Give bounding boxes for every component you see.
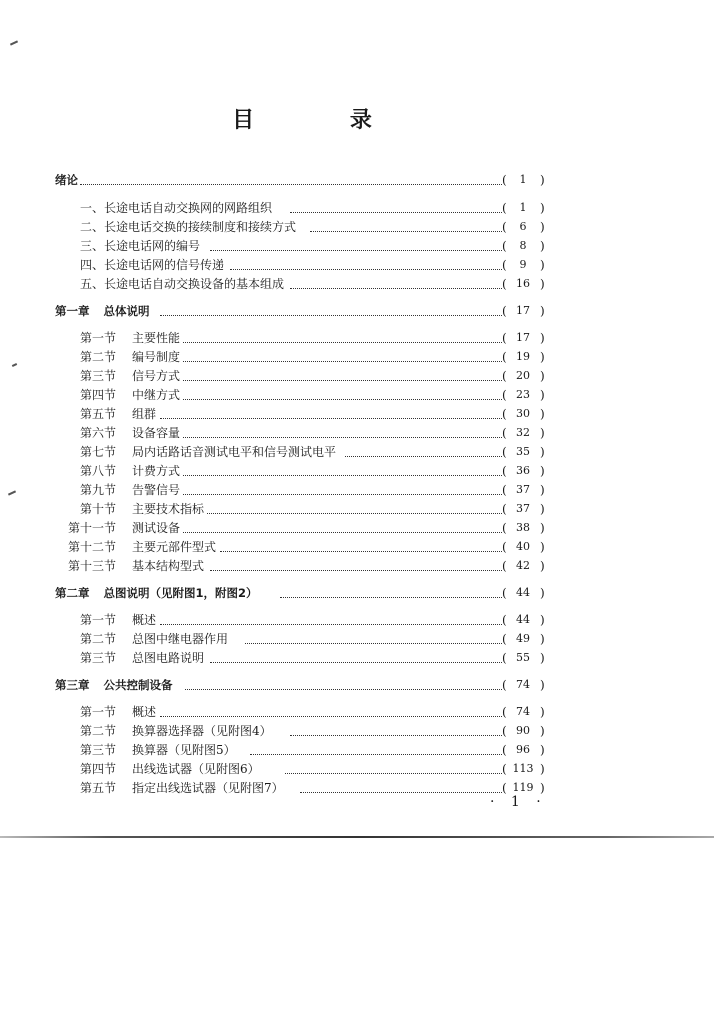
dot-leader	[80, 166, 502, 185]
toc-section-label: 第三节 总图电路说明	[80, 651, 205, 665]
toc-section-label: 第二节 编号制度	[80, 350, 181, 364]
toc-item-label: 四、长途电话网的信号传递	[80, 258, 225, 272]
toc-chapter-label: 第一章 总体说明	[55, 304, 150, 318]
toc-section-label: 第九节 告警信号	[80, 483, 181, 497]
toc-section-label: 第六节 设备容量	[80, 426, 181, 440]
toc-section[interactable]: 第二节 编号制度 ( 19 )	[0, 348, 714, 366]
toc-section-label: 第二节 总图中继电器作用	[80, 632, 229, 646]
toc-intro-item[interactable]: 四、长途电话网的信号传递 ( 9 )	[0, 256, 714, 274]
scan-speck	[10, 40, 18, 45]
toc-section-label: 第四节 中继方式	[80, 388, 181, 402]
toc-section-label: 第十节 主要技术指标	[80, 502, 205, 516]
toc-section[interactable]: 第六节 设备容量 ( 32 )	[0, 424, 714, 442]
toc-section[interactable]: 第十一节 测试设备 ( 38 )	[0, 519, 714, 537]
toc-intro-item[interactable]: 五、长途电话自动交换设备的基本组成 ( 16 )	[0, 275, 714, 293]
toc-section[interactable]: 第三节 换算器（见附图5） ( 96 )	[0, 741, 714, 759]
toc-section[interactable]: 第一节 概述 ( 44 )	[0, 611, 714, 629]
toc-section[interactable]: 第十二节 主要元部件型式 ( 40 )	[0, 538, 714, 556]
dot-leader	[290, 270, 502, 289]
toc-chapter-heading[interactable]: 第二章 总图说明（见附图1，附图2） ( 44 )	[0, 584, 714, 602]
toc-chapter-heading[interactable]: 第三章 公共控制设备 ( 74 )	[0, 676, 714, 694]
dot-leader	[180, 343, 502, 362]
toc-section-label: 第七节 局内话路话音测试电平和信号测试电平	[80, 445, 337, 459]
dot-leader	[180, 381, 502, 400]
toc-section[interactable]: 第一节 主要性能 ( 17 )	[0, 329, 714, 347]
toc-item-label: 二、长途电话交换的接续制度和接续方式	[80, 220, 297, 234]
dot-leader	[185, 671, 502, 690]
dot-leader	[180, 514, 502, 533]
toc-section[interactable]: 第四节 出线选试器（见附图6） ( 113 )	[0, 760, 714, 778]
toc-section-label: 第二节 换算器选择器（见附图4）	[80, 724, 272, 738]
toc-section-label: 第一节 主要性能	[80, 331, 181, 345]
dot-leader	[230, 251, 502, 270]
dot-leader	[180, 362, 502, 381]
page-title: 目 录	[232, 108, 416, 133]
dot-leader	[345, 438, 502, 457]
dot-leader	[280, 579, 502, 598]
toc-intro-item[interactable]: 三、长途电话网的编号 ( 8 )	[0, 237, 714, 255]
toc-section[interactable]: 第十节 主要技术指标 ( 37 )	[0, 500, 714, 518]
toc-section[interactable]: 第五节 指定出线选试器（见附图7） ( 119 )	[0, 779, 714, 797]
toc-section-label: 第五节 指定出线选试器（见附图7）	[80, 781, 284, 795]
dot-leader	[300, 774, 502, 793]
dot-leader	[290, 194, 502, 213]
toc-section[interactable]: 第三节 总图电路说明 ( 55 )	[0, 649, 714, 667]
dot-leader	[220, 533, 502, 552]
toc-section[interactable]: 第三节 信号方式 ( 20 )	[0, 367, 714, 385]
toc-item-label: 五、长途电话自动交换设备的基本组成	[80, 277, 285, 291]
bottom-divider	[0, 836, 714, 838]
toc-section[interactable]: 第七节 局内话路话音测试电平和信号测试电平 ( 35 )	[0, 443, 714, 461]
dot-leader	[205, 495, 502, 514]
toc-chapter-label: 第二章 总图说明（见附图1，附图2）	[55, 586, 258, 600]
page-number: · 1 ·	[490, 794, 547, 810]
toc-section[interactable]: 第一节 概述 ( 74 )	[0, 703, 714, 721]
toc-section[interactable]: 第十三节 基本结构型式 ( 42 )	[0, 557, 714, 575]
toc-section-label: 第八节 计费方式	[80, 464, 181, 478]
dot-leader	[210, 552, 502, 571]
dot-leader	[290, 717, 502, 736]
toc-chapter-label: 第三章 公共控制设备	[55, 678, 173, 692]
toc-section[interactable]: 第八节 计费方式 ( 36 )	[0, 462, 714, 480]
toc-intro-label: 绪论	[55, 173, 78, 187]
dot-leader	[180, 476, 502, 495]
toc-item-label: 一、长途电话自动交换网的网路组织	[80, 201, 273, 215]
toc-section-label: 第五节 组群	[80, 407, 157, 421]
toc-section-label: 第四节 出线选试器（见附图6）	[80, 762, 260, 776]
toc-section-label: 第三节 换算器（见附图5）	[80, 743, 236, 757]
dot-leader	[180, 419, 502, 438]
toc-section[interactable]: 第二节 总图中继电器作用 ( 49 )	[0, 630, 714, 648]
toc-section-label: 第三节 信号方式	[80, 369, 181, 383]
toc-section[interactable]: 第四节 中继方式 ( 23 )	[0, 386, 714, 404]
toc-intro-item[interactable]: 一、长途电话自动交换网的网路组织 ( 1 )	[0, 199, 714, 217]
dot-leader	[245, 625, 502, 644]
toc-section[interactable]: 第九节 告警信号 ( 37 )	[0, 481, 714, 499]
toc-chapter-heading[interactable]: 第一章 总体说明 ( 17 )	[0, 302, 714, 320]
toc-section[interactable]: 第五节 组群 ( 30 )	[0, 405, 714, 423]
toc-intro-heading[interactable]: 绪论 ( 1 )	[0, 171, 714, 189]
dot-leader	[310, 213, 502, 232]
toc-section-label: 第十三节 基本结构型式	[68, 559, 205, 573]
dot-leader	[210, 644, 502, 663]
dot-leader	[160, 698, 502, 717]
toc-intro-item[interactable]: 二、长途电话交换的接续制度和接续方式 ( 6 )	[0, 218, 714, 236]
dot-leader	[250, 736, 502, 755]
dot-leader	[160, 297, 502, 316]
toc-section-label: 第一节 概述	[80, 613, 157, 627]
toc-section[interactable]: 第二节 换算器选择器（见附图4） ( 90 )	[0, 722, 714, 740]
dot-leader	[180, 324, 502, 343]
dot-leader	[160, 606, 502, 625]
dot-leader	[160, 400, 502, 419]
toc-item-label: 三、长途电话网的编号	[80, 239, 201, 253]
toc-section-label: 第一节 概述	[80, 705, 157, 719]
toc-section-label: 第十二节 主要元部件型式	[68, 540, 217, 554]
dot-leader	[285, 755, 502, 774]
toc-section-label: 第十一节 测试设备	[68, 521, 181, 535]
